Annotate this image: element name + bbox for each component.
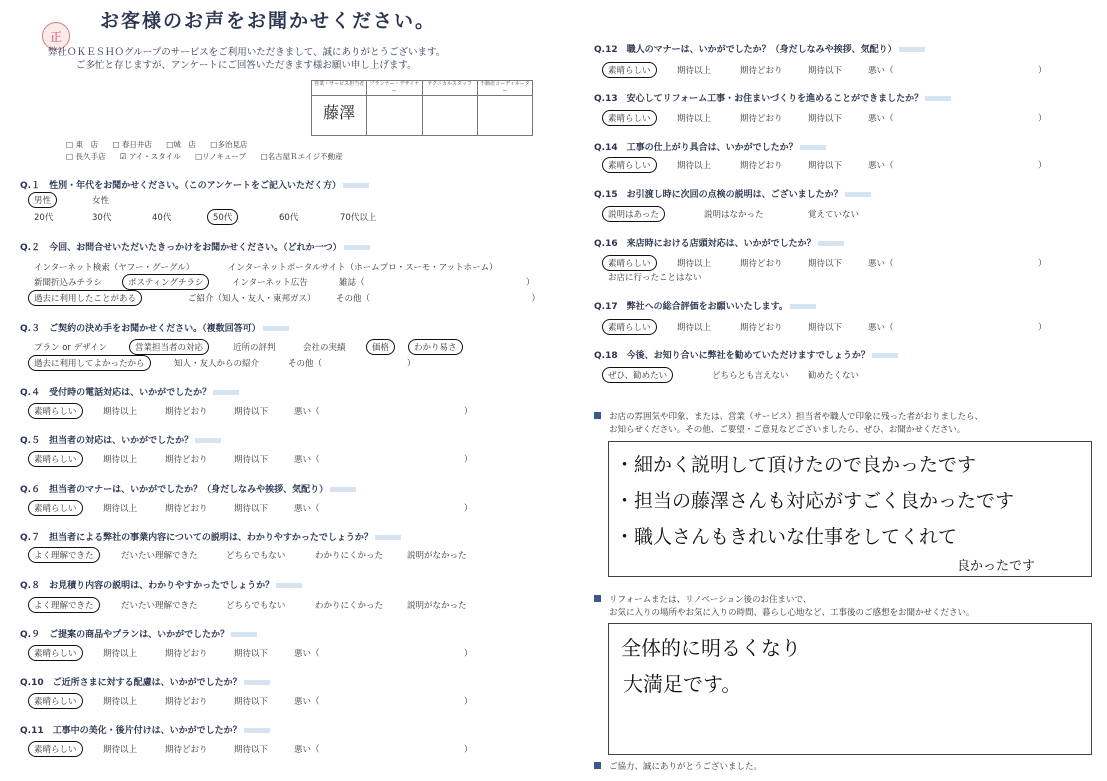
highlight-bar xyxy=(330,487,356,492)
answer-option[interactable] xyxy=(602,157,657,173)
shop-checkbox[interactable]: □ 東 店 xyxy=(66,140,98,149)
answer-option-label: 期待以下 xyxy=(234,407,269,417)
answer-option-label: 期待どおり xyxy=(740,161,783,171)
highlight-bar xyxy=(263,326,289,331)
prompt-text: お気に入りの場所やお気に入りの時間、暮らし心地など、工事後のご感想をお聞かせください。 xyxy=(609,608,975,618)
answer-option-label: 悪い（ ） xyxy=(294,649,473,659)
answer-option[interactable] xyxy=(340,211,376,223)
answer-option-label: 悪い（ ） xyxy=(294,697,473,707)
answer-option-label: 20代 xyxy=(34,213,54,223)
answer-option[interactable] xyxy=(28,192,57,208)
answer-option-label: 覚えていない xyxy=(808,210,860,220)
answer-option-label: 期待以上 xyxy=(677,323,712,333)
answer-option-label: 期待どおり xyxy=(740,114,783,124)
answer-option-label: 期待以下 xyxy=(808,259,843,269)
shop-checkbox[interactable]: □リノキューブ xyxy=(195,152,247,161)
answer-option-label: 悪い（ ） xyxy=(868,114,1047,124)
selected-answer-label: 素晴らしい xyxy=(28,451,83,467)
answer-option-label: 悪い（ ） xyxy=(294,407,473,417)
answer-option-label: 期待以上 xyxy=(103,407,138,417)
answer-option[interactable] xyxy=(28,451,83,467)
answer-option-label: どちらとも言えない xyxy=(712,371,789,381)
answer-option-label: 40代 xyxy=(152,213,172,223)
answer-option-label: 期待以上 xyxy=(677,259,712,269)
selected-answer-label: 過去に利用してよかったから xyxy=(28,355,151,371)
comment-answer-box-2[interactable] xyxy=(608,623,1092,755)
thanks-note xyxy=(594,760,762,772)
shop-checkbox[interactable]: ☑ アイ・スタイル xyxy=(119,152,181,161)
answer-option[interactable] xyxy=(740,257,783,269)
highlight-bar xyxy=(800,145,826,150)
answer-option-label: 期待以上 xyxy=(103,504,138,514)
selected-answer-label: 説明はあった xyxy=(602,206,665,222)
answer-option[interactable] xyxy=(288,357,416,369)
question-label xyxy=(20,385,239,398)
answer-option[interactable] xyxy=(868,112,1047,124)
answer-option[interactable] xyxy=(234,743,268,755)
answer-option-label: 期待どおり xyxy=(165,649,208,659)
answer-option-label: 期待以上 xyxy=(677,114,712,124)
answer-option-label: だいたい理解できた xyxy=(121,601,198,611)
answer-option[interactable] xyxy=(808,112,842,124)
answer-option[interactable] xyxy=(103,405,137,417)
answer-option-label: 期待どおり xyxy=(740,323,783,333)
highlight-bar xyxy=(899,47,925,52)
answer-option[interactable] xyxy=(234,453,268,465)
prompt-text: リフォームまたは、リノベーション後のお住まいで、 xyxy=(609,595,812,605)
question-label xyxy=(594,91,951,104)
answer-option[interactable] xyxy=(121,599,198,611)
answer-option[interactable] xyxy=(165,695,208,707)
answer-option[interactable] xyxy=(165,453,208,465)
answer-option[interactable] xyxy=(303,341,346,353)
answer-option-label: 期待以下 xyxy=(234,455,269,465)
answer-option-label: 雑誌（ ） xyxy=(339,278,535,288)
answer-option-label: 70代以上 xyxy=(340,213,377,223)
selected-answer-label: わかり易さ xyxy=(408,339,463,355)
answer-option[interactable] xyxy=(188,292,316,304)
answer-option[interactable] xyxy=(28,403,83,419)
comment-answer-box-1[interactable] xyxy=(608,441,1092,577)
staff-table xyxy=(311,80,533,136)
question-text: Q.16 来店時における店頭対応は、いかがでしたか？ xyxy=(594,239,816,249)
shop-checkbox[interactable]: □ 長久手店 xyxy=(66,152,106,161)
shop-checkbox[interactable]: □名古屋Ｒエイジ不動産 xyxy=(260,152,343,161)
highlight-bar xyxy=(343,183,369,188)
answer-option-label: お店に行ったことはない xyxy=(608,273,702,283)
answer-option[interactable] xyxy=(226,599,285,611)
answer-option-label: 60代 xyxy=(279,213,299,223)
question-text: Q.11 工事中の美化・後片付けは、いかがでしたか？ xyxy=(20,726,242,736)
handwritten-line: 全体的に明るくなり xyxy=(621,636,801,660)
answer-option[interactable] xyxy=(808,369,859,381)
answer-option-label: 期待以上 xyxy=(103,745,138,755)
answer-option-label: わかりにくかった xyxy=(315,601,384,611)
answer-option[interactable] xyxy=(868,257,1047,269)
comment-prompt-1 xyxy=(594,411,983,437)
answer-option[interactable] xyxy=(339,276,535,288)
selected-answer-label: 素晴らしい xyxy=(602,157,657,173)
answer-option[interactable] xyxy=(868,64,1047,76)
shop-row-2 xyxy=(66,151,355,162)
staff-col-sales xyxy=(312,81,367,135)
staff-col-planner xyxy=(367,81,422,135)
answer-option[interactable] xyxy=(336,292,540,304)
answer-option[interactable] xyxy=(602,206,665,222)
highlight-bar xyxy=(344,245,370,250)
answer-option[interactable] xyxy=(677,64,711,76)
answer-option[interactable] xyxy=(602,319,657,335)
answer-option[interactable] xyxy=(207,209,238,225)
answer-option[interactable] xyxy=(294,405,473,417)
highlight-bar xyxy=(244,728,270,733)
answer-option[interactable] xyxy=(315,599,383,611)
answer-option[interactable] xyxy=(228,261,498,273)
answer-option-label: 期待以下 xyxy=(808,161,843,171)
answer-option-label: 説明がなかった xyxy=(407,601,467,611)
answer-option-label: その他（ ） xyxy=(288,359,416,369)
answer-option-label: 期待どおり xyxy=(165,455,208,465)
answer-option-label: 期待以下 xyxy=(808,66,843,76)
greeting-line-2: ご多忙と存じますが、アンケートにご回答いただきます様お願い申し上げます。 xyxy=(76,60,417,71)
shop-checkbox[interactable]: □ 春日井店 xyxy=(112,140,152,149)
question-label xyxy=(20,578,302,591)
section-marker-icon xyxy=(594,595,601,602)
handwritten-line: ・職人さんもきれいな仕事をしてくれて xyxy=(615,526,958,548)
answer-option[interactable] xyxy=(294,743,473,755)
highlight-bar xyxy=(790,304,816,309)
answer-option-label: 会社の実績 xyxy=(303,343,346,353)
answer-option-label: 期待どおり xyxy=(740,66,783,76)
answer-option-label: その他（ ） xyxy=(336,294,541,304)
question-label xyxy=(20,482,356,495)
answer-option[interactable] xyxy=(677,112,711,124)
answer-option[interactable] xyxy=(103,647,137,659)
answer-option-label: 悪い（ ） xyxy=(868,323,1047,333)
selected-answer-label: よく理解できた xyxy=(28,547,100,563)
answer-option-label: 期待以下 xyxy=(808,114,843,124)
question-text: Q.５ 担当者の対応は、いかがでしたか？ xyxy=(20,436,194,446)
question-text: Q.４ 受付時の電話対応は、いかがでしたか？ xyxy=(20,388,212,398)
staff-signature: 藤澤 xyxy=(323,103,356,122)
answer-option[interactable] xyxy=(740,321,783,333)
answer-option-label: 説明はなかった xyxy=(704,210,764,220)
answer-option[interactable] xyxy=(602,255,657,271)
section-marker-icon xyxy=(594,762,601,769)
answer-option[interactable] xyxy=(279,211,298,223)
answer-option[interactable] xyxy=(808,257,842,269)
question-label xyxy=(20,321,289,334)
handwritten-line: 大満足です。 xyxy=(623,672,742,696)
staff-col-technical xyxy=(423,81,478,135)
highlight-bar xyxy=(872,353,898,358)
selected-answer-label: よく理解できた xyxy=(28,597,100,613)
answer-option[interactable] xyxy=(226,549,285,561)
highlight-bar xyxy=(845,192,871,197)
answer-option[interactable] xyxy=(92,194,109,206)
answer-option-label: プラン or デザイン xyxy=(34,343,108,353)
answer-option[interactable] xyxy=(34,341,107,353)
answer-option[interactable] xyxy=(712,369,789,381)
question-label xyxy=(20,723,270,736)
section-marker-icon xyxy=(594,412,601,419)
answer-option[interactable] xyxy=(103,743,137,755)
highlight-bar xyxy=(818,241,844,246)
answer-option[interactable] xyxy=(740,159,783,171)
question-text: Q.９ ご提案の商品やプランは、いかがでしたか？ xyxy=(20,630,230,640)
answer-option-label: 期待以上 xyxy=(677,161,712,171)
answer-option[interactable] xyxy=(677,321,711,333)
answer-option[interactable] xyxy=(28,693,83,709)
answer-option[interactable] xyxy=(234,695,268,707)
answer-option[interactable] xyxy=(34,211,53,223)
answer-option[interactable] xyxy=(28,355,151,371)
question-label xyxy=(594,187,871,200)
answer-option-label: 期待どおり xyxy=(165,504,208,514)
answer-option[interactable] xyxy=(28,547,100,563)
answer-option[interactable] xyxy=(808,321,842,333)
question-label xyxy=(20,240,370,253)
answer-option-label: 期待以上 xyxy=(103,649,138,659)
answer-option-label: 悪い（ ） xyxy=(294,504,473,514)
answer-option[interactable] xyxy=(129,339,209,355)
selected-answer-label: 素晴らしい xyxy=(602,255,657,271)
question-label xyxy=(594,236,844,249)
highlight-bar xyxy=(925,96,951,101)
staff-header: 不動産コーディネーター xyxy=(478,81,532,96)
question-label xyxy=(594,42,925,55)
answer-option[interactable] xyxy=(103,453,137,465)
answer-option[interactable] xyxy=(315,549,383,561)
question-label xyxy=(20,627,257,640)
answer-option[interactable] xyxy=(28,741,83,757)
selected-answer-label: 50代 xyxy=(207,209,238,225)
answer-option-label: 期待以上 xyxy=(103,697,138,707)
shop-checkbox[interactable]: □城 店 xyxy=(166,140,196,149)
highlight-bar xyxy=(276,583,302,588)
answer-option-label: 30代 xyxy=(92,213,112,223)
staff-header: 営業・サービス担当者 xyxy=(312,81,366,96)
handwritten-line: ・細かく説明して頂けたので良かったです xyxy=(615,454,977,476)
question-label xyxy=(20,178,369,191)
thanks-text: ご協力、誠にありがとうございました。 xyxy=(609,762,763,772)
staff-col-realestate xyxy=(478,81,532,135)
selected-answer-label: 営業担当者の対応 xyxy=(129,339,209,355)
answer-option[interactable] xyxy=(103,502,137,514)
answer-option[interactable] xyxy=(808,159,842,171)
answer-option[interactable] xyxy=(704,208,764,220)
answer-option-label: 悪い（ ） xyxy=(868,66,1047,76)
answer-option[interactable] xyxy=(165,502,208,514)
question-label xyxy=(20,530,401,543)
prompt-text: お知らせください。その他、ご要望・ご意見などございましたら、ぜひ、お聞かせください。 xyxy=(609,425,966,435)
answer-option[interactable] xyxy=(868,159,1047,171)
answer-option[interactable] xyxy=(407,549,467,561)
question-label xyxy=(20,433,221,446)
answer-option[interactable] xyxy=(677,257,711,269)
answer-option-label: 勧めたくない xyxy=(808,371,860,381)
selected-answer-label: 素晴らしい xyxy=(28,500,83,516)
question-text: Q.８ お見積り内容の説明は、わかりやすかったでしょうか？ xyxy=(20,581,275,591)
staff-header: プランナー・デザイナー xyxy=(367,81,421,96)
answer-option-label: 期待以下 xyxy=(234,745,269,755)
answer-option[interactable] xyxy=(28,290,142,306)
answer-option[interactable] xyxy=(602,367,673,383)
answer-option[interactable] xyxy=(677,159,711,171)
answer-option[interactable] xyxy=(232,276,308,288)
answer-option[interactable] xyxy=(165,405,208,417)
greeting-line-1: 弊社ＯＫＥＳＨＯグループのサービスをご利用いただきまして、誠にありがとうございます。 xyxy=(48,47,446,58)
highlight-bar xyxy=(213,390,239,395)
answer-option-label: どちらでもない xyxy=(226,551,286,561)
answer-option[interactable] xyxy=(28,597,100,613)
answer-option-label: 説明がなかった xyxy=(407,551,467,561)
question-text: Q.14 工事の仕上がり具合は、いかがでしたか？ xyxy=(594,143,798,153)
question-text: Q.12 職人のマナーは、いかがでしたか？（身だしなみや挨拶、気配り） xyxy=(594,45,897,55)
answer-option[interactable] xyxy=(808,64,842,76)
answer-option[interactable] xyxy=(366,339,395,355)
selected-answer-label: 過去に利用したことがある xyxy=(28,290,142,306)
answer-option[interactable] xyxy=(92,211,111,223)
answer-option[interactable] xyxy=(165,647,208,659)
question-label xyxy=(594,299,816,312)
page-title: お客様のお声をお聞かせください。 xyxy=(100,10,437,32)
answer-option[interactable] xyxy=(121,549,198,561)
answer-option[interactable] xyxy=(602,110,657,126)
answer-option[interactable] xyxy=(34,276,102,288)
answer-option-label: 悪い（ ） xyxy=(294,455,473,465)
prompt-text: お店の雰囲気や印象、または、営業（サービス）担当者や職人で印象に残った者がおりましたら、 xyxy=(609,412,984,422)
answer-option-label: どちらでもない xyxy=(226,601,286,611)
handwritten-line: 良かったです xyxy=(957,559,1036,574)
answer-option-label: 近所の評判 xyxy=(233,343,276,353)
answer-option[interactable] xyxy=(294,695,473,707)
answer-option-label: 悪い（ ） xyxy=(868,161,1047,171)
selected-answer-label: ポスティングチラシ xyxy=(122,274,209,290)
answer-option-label: ご紹介（知人・友人・東邦ガス） xyxy=(188,294,316,304)
answer-option[interactable] xyxy=(174,357,259,369)
selected-answer-label: 素晴らしい xyxy=(602,319,657,335)
answer-option-label: 期待どおり xyxy=(165,697,208,707)
answer-option-label: 期待以上 xyxy=(677,66,712,76)
answer-option[interactable] xyxy=(294,502,473,514)
comment-prompt-2 xyxy=(594,594,975,620)
question-text: Q.２ 今回、お問合せいただいたきっかけをお聞かせください。（どれか一つ） xyxy=(20,243,342,253)
answer-option-label: 期待どおり xyxy=(165,407,208,417)
answer-option[interactable] xyxy=(34,261,194,273)
shop-checkbox[interactable]: □多治見店 xyxy=(210,140,248,149)
answer-option-label: 女性 xyxy=(92,196,110,206)
answer-option-label: インターネット検索（ヤフー・グーグル） xyxy=(34,263,195,273)
answer-option-label: 期待以下 xyxy=(808,323,843,333)
selected-answer-label: 素晴らしい xyxy=(28,693,83,709)
answer-option[interactable] xyxy=(294,647,473,659)
shop-row-1 xyxy=(66,139,259,150)
selected-answer-label: 素晴らしい xyxy=(28,403,83,419)
answer-option[interactable] xyxy=(868,321,1047,333)
answer-option[interactable] xyxy=(602,62,657,78)
answer-option-label: 期待以上 xyxy=(103,455,138,465)
answer-option-label: 期待以下 xyxy=(234,649,269,659)
answer-option[interactable] xyxy=(608,271,702,283)
answer-option[interactable] xyxy=(28,645,83,661)
highlight-bar xyxy=(244,680,270,685)
answer-option-label: 悪い（ ） xyxy=(868,259,1047,269)
selected-answer-label: 素晴らしい xyxy=(28,741,83,757)
question-text: Q.13 安心してリフォーム工事・お住まいづくりを進めることができましたか？ xyxy=(594,94,924,104)
selected-answer-label: 素晴らしい xyxy=(602,110,657,126)
logo-text: 正 xyxy=(49,29,62,44)
highlight-bar xyxy=(195,438,221,443)
answer-option[interactable] xyxy=(165,743,208,755)
question-label xyxy=(20,675,270,688)
answer-option-label: だいたい理解できた xyxy=(121,551,198,561)
question-label xyxy=(594,140,826,153)
staff-header: テクニカルスタッフ xyxy=(423,81,477,96)
answer-option-label: 期待どおり xyxy=(165,745,208,755)
question-text: Q.10 ご近所さまに対する配慮は、いかがでしたか？ xyxy=(20,678,242,688)
question-text: Q.３ ご契約の決め手をお聞かせください。（複数回答可） xyxy=(20,324,261,334)
answer-option[interactable] xyxy=(740,112,783,124)
answer-option[interactable] xyxy=(234,405,268,417)
question-text: Q.18 今後、お知り合いに弊社を勧めていただけますでしょうか？ xyxy=(594,351,870,361)
answer-option-label: 悪い（ ） xyxy=(294,745,473,755)
answer-option[interactable] xyxy=(740,64,783,76)
answer-option-label: わかりにくかった xyxy=(315,551,384,561)
selected-answer-label: 素晴らしい xyxy=(602,62,657,78)
answer-option[interactable] xyxy=(234,647,268,659)
handwritten-line: ・担当の藤澤さんも対応がすごく良かったです xyxy=(615,490,1015,512)
selected-answer-label: 男性 xyxy=(28,192,57,208)
answer-option[interactable] xyxy=(808,208,859,220)
answer-option[interactable] xyxy=(408,339,463,355)
selected-answer-label: 素晴らしい xyxy=(28,645,83,661)
answer-option[interactable] xyxy=(407,599,467,611)
selected-answer-label: ぜひ、勧めたい xyxy=(602,367,673,383)
selected-answer-label: 価格 xyxy=(366,339,395,355)
answer-option[interactable] xyxy=(103,695,137,707)
answer-option[interactable] xyxy=(234,502,268,514)
question-label xyxy=(594,348,898,361)
answer-option[interactable] xyxy=(294,453,473,465)
answer-option-label: インターネット広告 xyxy=(232,278,308,288)
answer-option-label: 知人・友人からの紹介 xyxy=(174,359,260,369)
question-text: Q.15 お引渡し時に次回の点検の説明は、ございましたか？ xyxy=(594,190,843,200)
answer-option-label: 期待どおり xyxy=(740,259,783,269)
highlight-bar xyxy=(375,535,401,540)
answer-option-label: 期待以下 xyxy=(234,504,269,514)
answer-option[interactable] xyxy=(28,500,83,516)
answer-option-label: 期待以下 xyxy=(234,697,269,707)
answer-option[interactable] xyxy=(122,274,209,290)
answer-option-label: インターネットポータルサイト（ホームプロ・スーモ・アットホーム） xyxy=(228,263,498,273)
answer-option-label: 新聞折込みチラシ xyxy=(34,278,103,288)
question-text: Q.17 弊社への総合評価をお願いいたします。 xyxy=(594,302,788,312)
question-text: Q.１ 性別・年代をお聞かせください。（このアンケートをご記入いただく方） xyxy=(20,181,342,191)
answer-option[interactable] xyxy=(233,341,276,353)
answer-option[interactable] xyxy=(152,211,171,223)
question-text: Q.６ 担当者のマナーは、いかがでしたか？（身だしなみや挨拶、気配り） xyxy=(20,485,329,495)
question-text: Q.７ 担当者による弊社の事業内容についての説明は、わかりやすかったでしょうか？ xyxy=(20,533,373,543)
highlight-bar xyxy=(231,632,257,637)
